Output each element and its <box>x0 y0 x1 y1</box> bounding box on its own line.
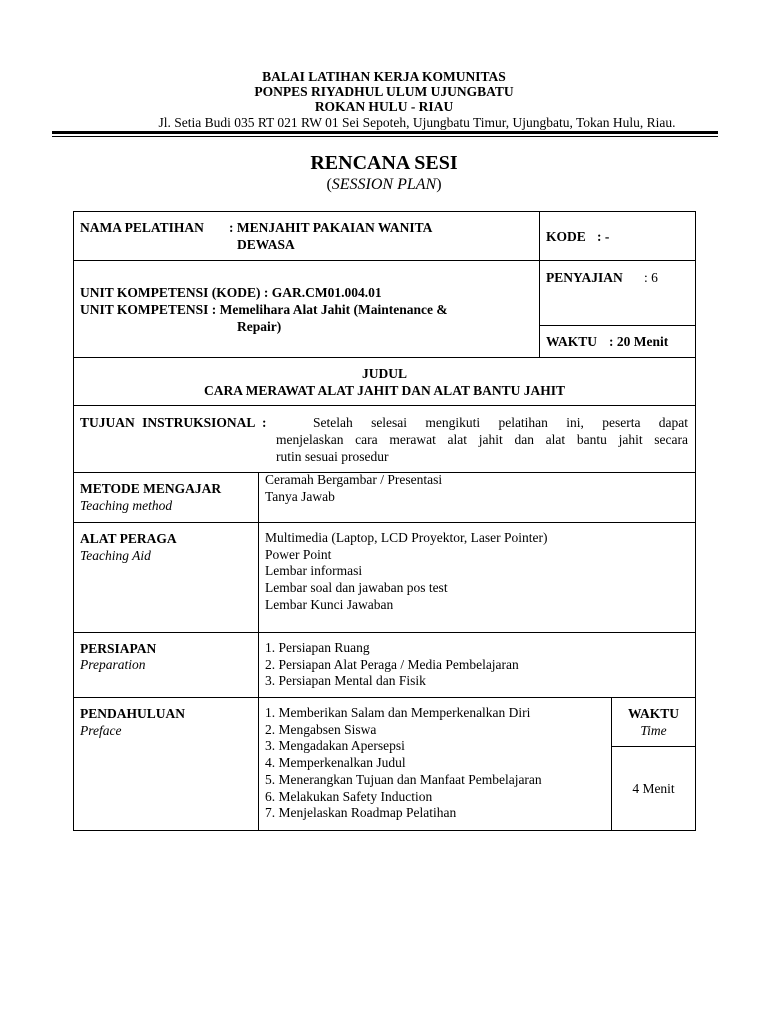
judul-label: JUDUL <box>361 366 407 381</box>
tujuan-line-2: menjelaskan cara merawat alat jahit dan alat bantu jahit secara <box>276 432 688 447</box>
list-item: 4. Memperkenalkan Judul <box>265 755 406 771</box>
list-item: Lembar soal dan jawaban pos test <box>265 580 448 596</box>
letterhead-divider-thin <box>52 136 718 137</box>
list-item: 3. Persiapan Mental dan Fisik <box>265 673 426 689</box>
list-item: Lembar Kunci Jawaban <box>265 596 394 612</box>
institution-region: ROKAN HULU - RIAU <box>314 99 454 114</box>
list-item: 2. Mengabsen Siswa <box>265 721 377 737</box>
persiapan-list <box>265 640 519 690</box>
tujuan-label: TUJUAN INSTRUKSIONAL : <box>80 415 267 430</box>
persiapan-label: PERSIAPAN <box>80 641 157 656</box>
unit-kompetensi-kode: UNIT KOMPETENSI (KODE) : GAR.CM01.004.01 <box>80 285 382 300</box>
document-subtitle: (SESSION PLAN) <box>326 176 442 193</box>
list-item: 1. Memberikan Salam dan Memperkenalkan Diri <box>265 705 531 720</box>
unit-kompetensi-nama: UNIT KOMPETENSI : Memelihara Alat Jahit (Maintenance & <box>80 302 448 317</box>
col-divider <box>539 211 540 358</box>
alat-peraga-label: ALAT PERAGA <box>80 531 177 546</box>
list-item: 7. Menjelaskan Roadmap Pelatihan <box>265 805 457 821</box>
list-item: 1. Persiapan Ruang <box>265 640 370 655</box>
col-divider <box>258 472 259 831</box>
unit-kompetensi-nama-cont: Repair) <box>237 319 282 334</box>
pendahuluan-list <box>265 705 542 822</box>
pendahuluan-waktu-label: WAKTU <box>627 706 679 721</box>
nama-pelatihan-value-cont: DEWASA <box>237 237 295 252</box>
row-divider <box>73 357 696 358</box>
list-item: 6. Melakukan Safety Induction <box>265 788 433 804</box>
list-item: Lembar informasi <box>265 563 363 579</box>
pendahuluan-label: PENDAHULUAN <box>80 706 186 721</box>
institution-name: BALAI LATIHAN KERJA KOMUNITAS <box>262 69 506 84</box>
institution-address: Jl. Setia Budi 035 RT 021 RW 01 Sei Sepoteh, Ujungbatu Timur, Ujungbatu, Tokan Hulu, Riau. <box>158 115 676 130</box>
list-item: 3. Mengadakan Apersepsi <box>265 738 405 754</box>
nama-pelatihan-label: NAMA PELATIHAN <box>80 220 204 235</box>
institution-subname: PONPES RIYADHUL ULUM UJUNGBATU <box>254 84 514 99</box>
judul-value: CARA MERAWAT ALAT JAHIT DAN ALAT BANTU JAHIT <box>204 383 565 398</box>
nama-pelatihan-value: : MENJAHIT PAKAIAN WANITA <box>229 220 433 235</box>
pendahuluan-waktu-sublabel: Time <box>640 723 667 738</box>
penyajian-value: : 6 <box>644 270 658 285</box>
alat-peraga-list <box>265 530 548 614</box>
row-divider <box>73 697 696 698</box>
tujuan-line-1: Setelah selesai mengikuti pelatihan ini, peserta dapat <box>313 415 688 430</box>
kode-label: KODE <box>546 229 586 244</box>
metode-label: METODE MENGAJAR <box>80 481 222 496</box>
list-item: Multimedia (Laptop, LCD Proyektor, Laser Pointer) <box>265 530 548 545</box>
letterhead-divider-thick <box>52 131 718 134</box>
row-divider <box>73 632 696 633</box>
list-item: 5. Menerangkan Tujuan dan Manfaat Pembelajaran <box>265 771 542 787</box>
list-item: Ceramah Bergambar / Presentasi <box>265 472 443 487</box>
waktu-label: WAKTU <box>546 334 598 349</box>
row-divider <box>73 405 696 406</box>
pendahuluan-sublabel: Preface <box>80 723 122 738</box>
list-item: Tanya Jawab <box>265 488 335 504</box>
pendahuluan-waktu-value: 4 Menit <box>632 781 675 796</box>
kode-value: : - <box>597 229 610 244</box>
alat-peraga-sublabel: Teaching Aid <box>80 548 151 563</box>
metode-list <box>265 472 442 505</box>
row-divider <box>539 260 696 261</box>
tujuan-line-3: rutin sesuai prosedur <box>276 449 389 464</box>
persiapan-sublabel: Preparation <box>80 657 146 672</box>
row-divider <box>73 522 696 523</box>
row-divider <box>539 325 696 326</box>
list-item: Power Point <box>265 546 332 562</box>
row-divider <box>73 260 540 261</box>
metode-sublabel: Teaching method <box>80 498 173 513</box>
waktu-value: : 20 Menit <box>609 334 669 349</box>
row-divider <box>611 746 696 747</box>
list-item: 2. Persiapan Alat Peraga / Media Pembelajaran <box>265 656 519 672</box>
penyajian-label: PENYAJIAN <box>546 270 623 285</box>
document-title: RENCANA SESI <box>310 152 458 174</box>
